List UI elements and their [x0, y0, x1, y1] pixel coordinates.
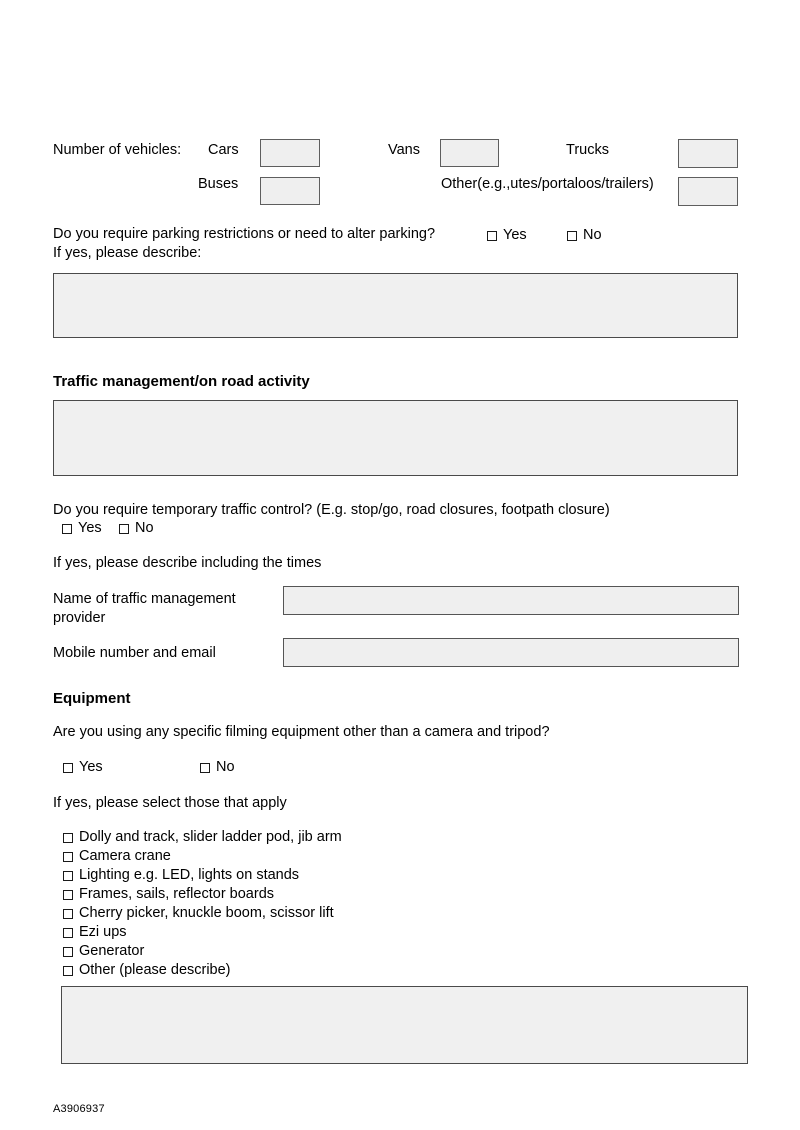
parking-describe-label: If yes, please describe: [53, 245, 202, 261]
checkbox-icon [487, 231, 497, 241]
parking-no-label: No [583, 227, 602, 243]
vehicles-buses-input[interactable] [260, 177, 320, 205]
vehicles-vans-label: Vans [388, 142, 420, 158]
equipment-option-label: Dolly and track, slider ladder pod, jib arm [79, 829, 342, 845]
traffic-control-yes-label: Yes [78, 520, 102, 536]
checkbox-icon [63, 890, 73, 900]
vehicles-cars-input[interactable] [260, 139, 320, 167]
traffic-control-no-label: No [135, 520, 154, 536]
checkbox-icon [63, 928, 73, 938]
checkbox-icon [63, 966, 73, 976]
equipment-option-camera-crane[interactable] [63, 847, 171, 866]
parking-yes-checkbox[interactable] [487, 226, 527, 245]
vehicles-prompt-label: Number of vehicles: [53, 142, 182, 158]
traffic-control-describe-label: If yes, please describe including the times [53, 555, 322, 571]
traffic-provider-input[interactable] [283, 586, 739, 615]
equipment-option-label: Cherry picker, knuckle boom, scissor lift [79, 905, 334, 921]
vehicles-cars-label: Cars [208, 142, 239, 158]
vehicles-other-input[interactable] [678, 177, 738, 206]
checkbox-icon [63, 833, 73, 843]
document-reference-code: A3906937 [53, 1103, 105, 1115]
traffic-contact-input[interactable] [283, 638, 739, 667]
parking-no-checkbox[interactable] [567, 226, 602, 245]
checkbox-icon [63, 871, 73, 881]
equipment-other-textarea[interactable] [61, 986, 748, 1064]
equipment-option-cherry-picker[interactable] [63, 904, 334, 923]
traffic-management-heading: Traffic management/on road activity [53, 373, 310, 390]
traffic-control-no-checkbox[interactable] [119, 519, 154, 538]
parking-question-label: Do you require parking restrictions or need to alter parking? [53, 226, 436, 242]
checkbox-icon [200, 763, 210, 773]
traffic-provider-label: Name of traffic management provider [53, 591, 236, 626]
equipment-option-dolly-and-track[interactable] [63, 828, 342, 847]
checkbox-icon [63, 909, 73, 919]
vehicles-other-label: Other(e.g.,utes/portaloos/trailers) [441, 176, 654, 192]
traffic-control-question-label: Do you require temporary traffic control? (E.g. stop/go, road closures, footpath closure) [53, 502, 610, 518]
equipment-option-label: Camera crane [79, 848, 171, 864]
equipment-option-other[interactable] [63, 961, 231, 980]
equipment-no-label: No [216, 759, 235, 775]
vehicles-vans-input[interactable] [440, 139, 499, 167]
parking-yes-label: Yes [503, 227, 527, 243]
equipment-select-label: If yes, please select those that apply [53, 795, 287, 811]
traffic-contact-label: Mobile number and email [53, 645, 216, 661]
checkbox-icon [63, 763, 73, 773]
equipment-option-frames-sails[interactable] [63, 885, 274, 904]
checkbox-icon [62, 524, 72, 534]
equipment-option-generator[interactable] [63, 942, 144, 961]
equipment-option-ezi-ups[interactable] [63, 923, 127, 942]
traffic-control-yes-checkbox[interactable] [62, 519, 102, 538]
equipment-option-lighting[interactable] [63, 866, 299, 885]
equipment-yes-label: Yes [79, 759, 103, 775]
equipment-option-label: Ezi ups [79, 924, 127, 940]
checkbox-icon [119, 524, 129, 534]
equipment-no-checkbox[interactable] [200, 758, 235, 777]
checkbox-icon [567, 231, 577, 241]
equipment-question-label: Are you using any specific filming equipment other than a camera and tripod? [53, 724, 550, 740]
vehicles-trucks-input[interactable] [678, 139, 738, 168]
checkbox-icon [63, 852, 73, 862]
equipment-option-label: Lighting e.g. LED, lights on stands [79, 867, 300, 883]
equipment-option-label: Frames, sails, reflector boards [79, 886, 275, 902]
traffic-activity-textarea[interactable] [53, 400, 738, 476]
equipment-heading: Equipment [53, 690, 131, 707]
vehicles-trucks-label: Trucks [566, 142, 609, 158]
vehicles-buses-label: Buses [198, 176, 239, 192]
equipment-option-label: Other (please describe) [79, 962, 231, 978]
equipment-yes-checkbox[interactable] [63, 758, 103, 777]
checkbox-icon [63, 947, 73, 957]
equipment-option-label: Generator [79, 943, 145, 959]
parking-describe-textarea[interactable] [53, 273, 738, 338]
